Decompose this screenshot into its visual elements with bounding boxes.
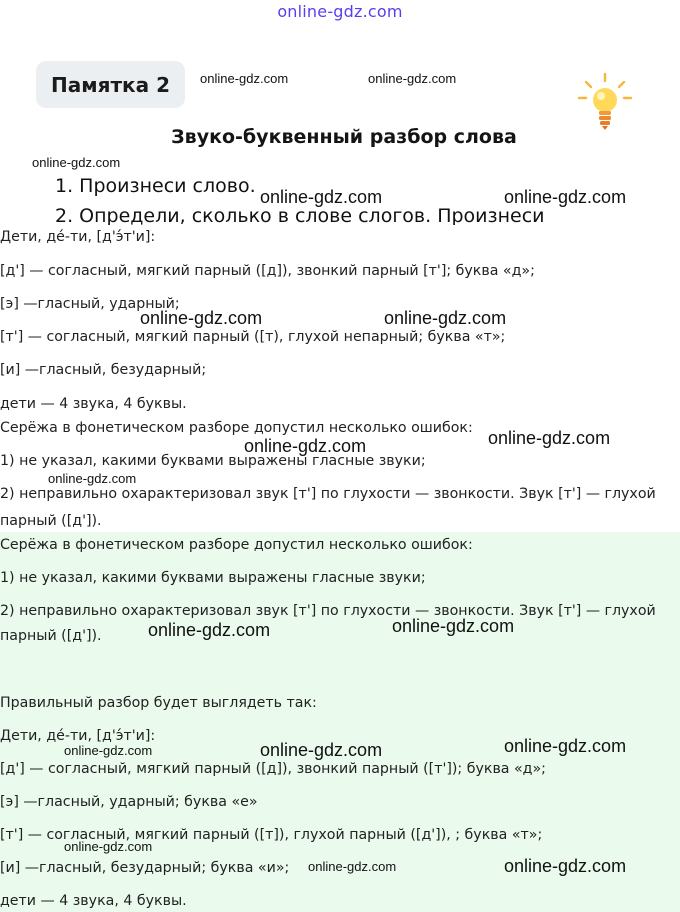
watermark: online-gdz.com [64, 743, 153, 758]
watermark: online-gdz.com [200, 71, 289, 86]
analysis-line: дети — 4 звука, 4 буквы. [0, 396, 187, 412]
page-title: Звуко-буквенный разбор слова [171, 126, 517, 148]
analysis-line: [д'] — согласный, мягкий парный ([д]), звонкий парный [т']; буква «д»; [0, 263, 535, 279]
watermark: online-gdz.com [148, 620, 271, 640]
watermark: online-gdz.com [32, 155, 121, 170]
memo-badge: Памятка 2 [36, 61, 185, 108]
site-watermark[interactable]: online-gdz.com [277, 2, 403, 21]
analysis-line: Серёжа в фонетическом разборе допустил несколько ошибок: [0, 420, 473, 436]
lightbulb-icon [576, 70, 634, 134]
answer-line: Серёжа в фонетическом разборе допустил несколько ошибок: [0, 537, 473, 553]
watermark: online-gdz.com [504, 856, 627, 876]
watermark: online-gdz.com [368, 71, 457, 86]
watermark: online-gdz.com [504, 187, 627, 207]
analysis-line: 1) не указал, какими буквами выражены гласные звуки; [0, 453, 426, 469]
analysis-line: [т'] — согласный, мягкий парный ([т), глухой непарный; буква «т»; [0, 329, 506, 345]
watermark: online-gdz.com [244, 436, 367, 456]
answer-line: [т'] — согласный, мягкий парный ([т]), глухой парный ([д']), ; буква «т»; [0, 827, 543, 843]
answer-line: [д'] — согласный, мягкий парный ([д]), звонкий парный ([т']); буква «д»; [0, 761, 546, 777]
memo-step-1: 1. Произнеси слово. [55, 175, 256, 197]
watermark: online-gdz.com [140, 308, 263, 328]
watermark: online-gdz.com [308, 859, 397, 874]
watermark: online-gdz.com [64, 839, 153, 854]
answer-line: [и] —гласный, безударный; буква «и»; [0, 860, 290, 876]
watermark: online-gdz.com [260, 740, 383, 760]
answer-line: 1) не указал, какими буквами выражены гласные звуки; [0, 570, 426, 586]
memo-step-2: 2. Определи, сколько в слове слогов. Произнеси [55, 205, 545, 225]
watermark: online-gdz.com [384, 308, 507, 328]
answer-block [0, 532, 680, 912]
analysis-line: [и] —гласный, безударный; [0, 362, 207, 378]
analysis-line: парный ([д']). [0, 513, 102, 529]
watermark: online-gdz.com [260, 187, 383, 207]
answer-line: Правильный разбор будет выглядеть так: [0, 695, 317, 711]
analysis-line: Дети, де́-ти, [д'э́т'и]: [0, 229, 156, 245]
analysis-line: [э] —гласный, ударный; [0, 296, 180, 312]
answer-line: дети — 4 звука, 4 буквы. [0, 893, 187, 909]
watermark: online-gdz.com [488, 428, 611, 448]
watermark: online-gdz.com [504, 736, 627, 756]
watermark: online-gdz.com [48, 471, 137, 486]
answer-line: Дети, де́-ти, [д'э́т'и]: [0, 728, 156, 744]
watermark: online-gdz.com [392, 616, 515, 636]
answer-line: [э] —гласный, ударный; буква «е» [0, 794, 258, 810]
answer-line: парный ([д']). [0, 628, 102, 644]
analysis-line: 2) неправильно охарактеризовал звук [т'] по глухости — звонкости. Звук [т'] — глухой [0, 486, 656, 502]
answer-line: 2) неправильно охарактеризовал звук [т'] по глухости — звонкости. Звук [т'] — глухой [0, 603, 656, 619]
